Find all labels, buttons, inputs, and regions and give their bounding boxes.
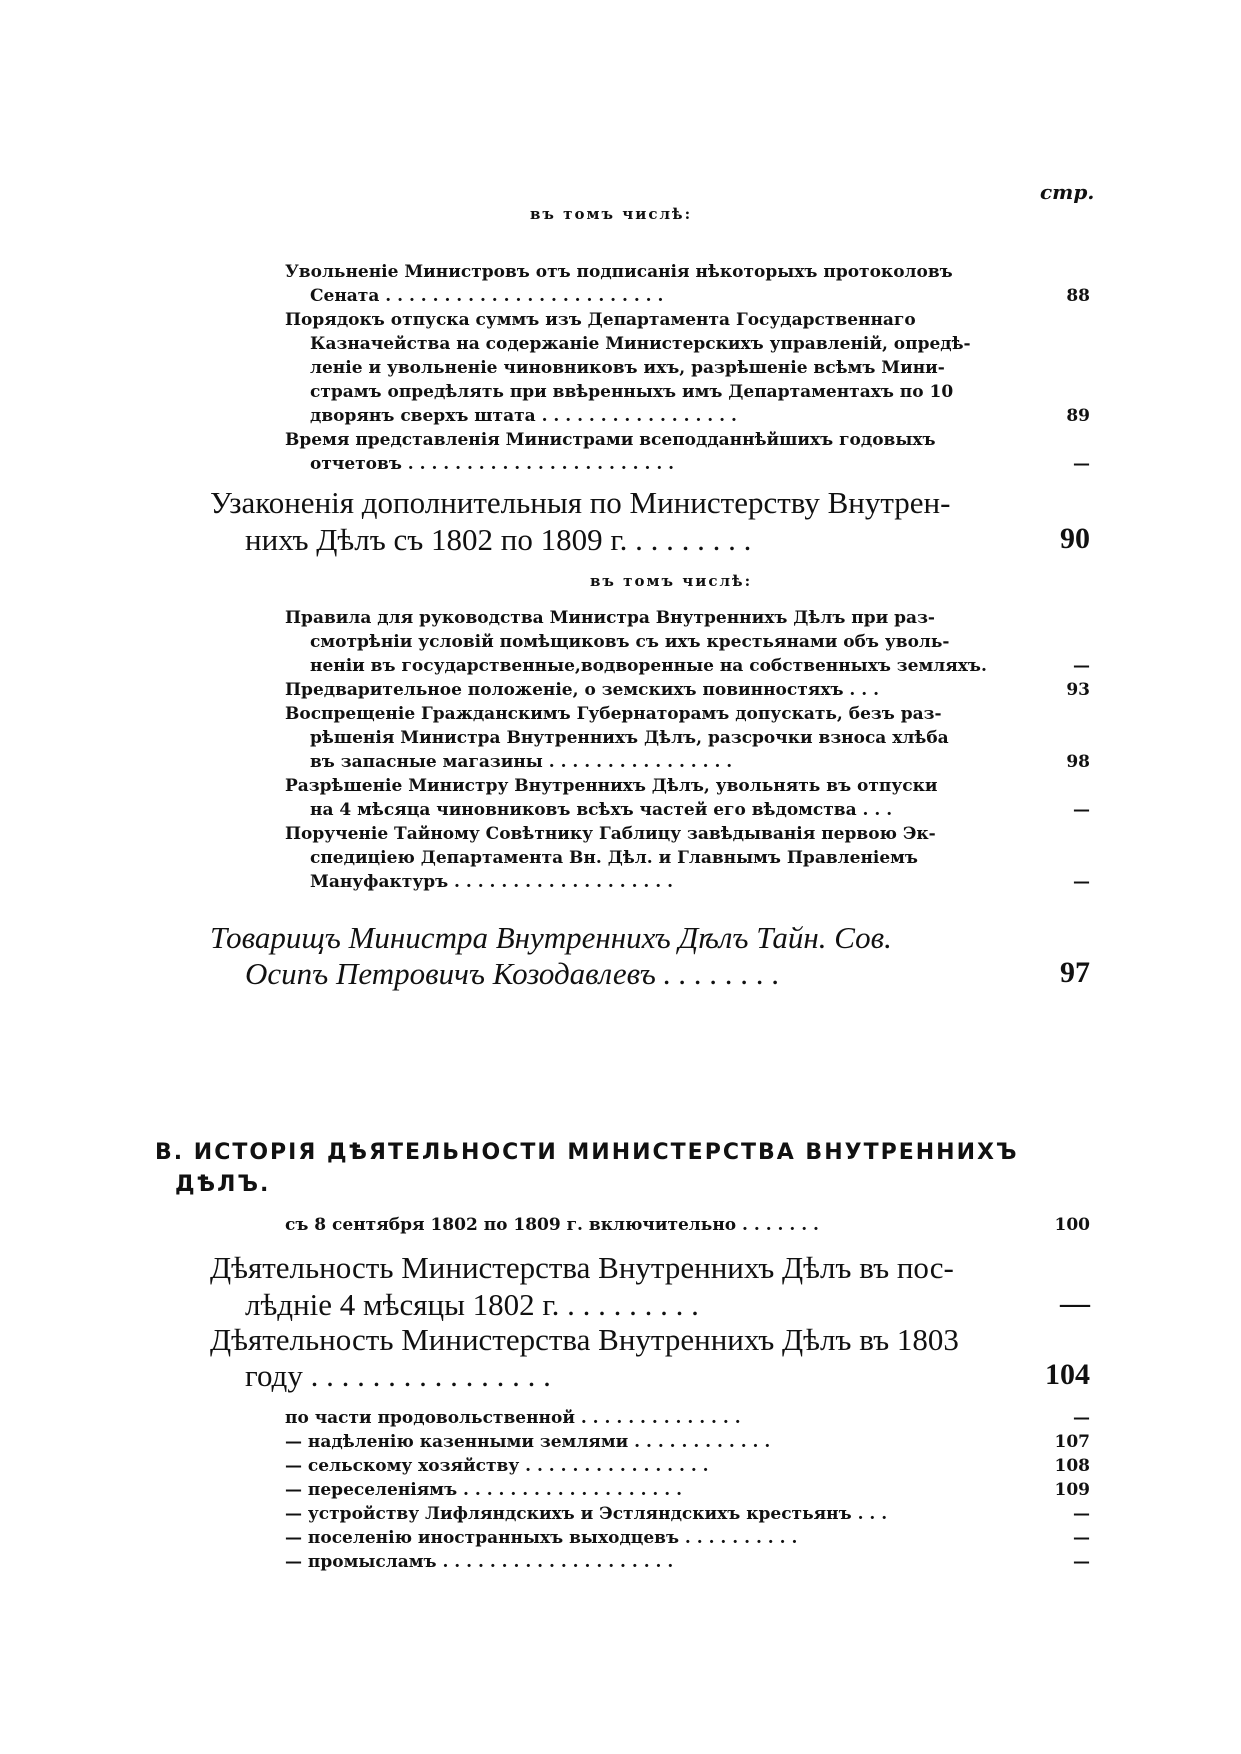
entry-line: Воспрещеніе Гражданскимъ Губернаторамъ допускать, безъ раз- (285, 704, 942, 724)
list-item: — сельскому хозяйству . . . . . . . . . . . . . . . . (285, 1456, 709, 1476)
page-column-label: стр. (1040, 180, 1095, 204)
entry-line: дворянъ сверхъ штата . . . . . . . . . . . . . . . . . (310, 406, 737, 426)
subheading: въ томъ числѣ: (590, 572, 753, 590)
section-heading-line: лѣдніе 4 мѣсяцы 1802 г. . . . . . . . . . (245, 1287, 699, 1322)
section-title: В. ИСТОРІЯ ДѢЯТЕЛЬНОСТИ МИНИСТЕРСТВА ВНУТРЕННИХЪ (155, 1140, 1019, 1165)
list-item: — надѣленію казенными землями . . . . . . . . . . . . (285, 1432, 771, 1452)
entry-line: неніи въ государственные,водворенные на собственныхъ земляхъ. (310, 656, 987, 676)
entry-line: въ запасные магазины . . . . . . . . . . . . . . . . (310, 752, 733, 772)
page-number: — (1073, 1504, 1090, 1524)
entry-line: отчетовъ . . . . . . . . . . . . . . . . . . . . . . . (310, 454, 675, 474)
page-number: 97 (1060, 956, 1090, 989)
page-number: 89 (1066, 406, 1090, 426)
entry-line: страмъ опредѣлять при ввѣренныхъ имъ Департаментахъ по 10 (310, 382, 954, 402)
page-number: 107 (1054, 1432, 1090, 1452)
entry-line: смотрѣніи условій помѣщиковъ съ ихъ крестьянами объ уволь- (310, 632, 950, 652)
page-number: 93 (1066, 680, 1090, 700)
page-number: — (1073, 872, 1090, 892)
section-heading-line: Узаконенія дополнительныя по Министерству Внутрен- (210, 485, 951, 520)
list-item: по части продовольственной . . . . . . . . . . . . . . (285, 1408, 741, 1428)
page-number: — (1073, 1528, 1090, 1548)
page-number: 108 (1054, 1456, 1090, 1476)
section-heading-line: году . . . . . . . . . . . . . . . . (245, 1358, 551, 1393)
entry-line: Порядокъ отпуска суммъ изъ Департамента Государственнаго (285, 310, 916, 330)
list-item: — поселенію иностранныхъ выходцевъ . . . . . . . . . . (285, 1528, 798, 1548)
section-heading-line: Товарищъ Министра Внутреннихъ Дѣлъ Тайн. Сов. (210, 920, 892, 955)
list-item: — промысламъ . . . . . . . . . . . . . . . . . . . . (285, 1552, 674, 1572)
page-number: 88 (1066, 286, 1090, 306)
entry-line: рѣшенія Министра Внутреннихъ Дѣлъ, разсрочки взноса хлѣба (310, 728, 949, 748)
page-number: 100 (1054, 1215, 1090, 1235)
entry-line: Порученіе Тайному Совѣтнику Габлицу завѣдыванія первою Эк- (285, 824, 936, 844)
range-line: съ 8 сентября 1802 по 1809 г. включительно . . . . . . . (285, 1215, 819, 1235)
page-number: 90 (1060, 522, 1090, 555)
section-heading-line: Дѣятельность Министерства Внутреннихъ Дѣлъ въ 1803 (210, 1322, 959, 1357)
page-number: 98 (1066, 752, 1090, 772)
entry-line: леніе и увольненіе чиновниковъ ихъ, разрѣшеніе всѣмъ Мини- (310, 358, 945, 378)
page-number: — (1073, 1552, 1090, 1572)
page-number: — (1073, 454, 1090, 474)
list-item: — переселеніямъ . . . . . . . . . . . . . . . . . . . (285, 1480, 683, 1500)
section-heading-line: нихъ Дѣлъ съ 1802 по 1809 г. . . . . . . . . (245, 522, 752, 557)
entry-line: Предварительное положеніе, о земскихъ повинностяхъ . . . (285, 680, 880, 700)
page-number: 104 (1045, 1358, 1090, 1391)
page-number: — (1073, 656, 1090, 676)
subheading: въ томъ числѣ: (530, 205, 693, 223)
page-number: — (1073, 800, 1090, 820)
list-item: — устройству Лифляндскихъ и Эстляндскихъ крестьянъ . . . (285, 1504, 888, 1524)
section-heading-line: Осипъ Петровичъ Козодавлевъ . . . . . . . . (245, 956, 780, 991)
section-title: ДѢЛЪ. (175, 1172, 271, 1197)
entry-line: на 4 мѣсяца чиновниковъ всѣхъ частей его вѣдомства . . . (310, 800, 893, 820)
entry-line: спедиціею Департамента Вн. Дѣл. и Главнымъ Правленіемъ (310, 848, 918, 868)
entry-line: Разрѣшеніе Министру Внутреннихъ Дѣлъ, увольнять въ отпуски (285, 776, 938, 796)
entry-line: Сената . . . . . . . . . . . . . . . . . . . . . . . . (310, 286, 664, 306)
entry-line: Казначейства на содержаніе Министерскихъ управленій, опредѣ- (310, 334, 971, 354)
entry-line: Мануфактуръ . . . . . . . . . . . . . . . . . . . (310, 872, 674, 892)
entry-line: Увольненіе Министровъ отъ подписанія нѣкоторыхъ протоколовъ (285, 262, 953, 282)
page-number: 109 (1054, 1480, 1090, 1500)
entry-line: Время представленія Министрами всеподданнѣйшихъ годовыхъ (285, 430, 936, 450)
page-number: — (1073, 1408, 1090, 1428)
page-number: — (1060, 1287, 1090, 1320)
entry-line: Правила для руководства Министра Внутреннихъ Дѣлъ при раз- (285, 608, 935, 628)
section-heading-line: Дѣятельность Министерства Внутреннихъ Дѣлъ въ пос- (210, 1250, 954, 1285)
